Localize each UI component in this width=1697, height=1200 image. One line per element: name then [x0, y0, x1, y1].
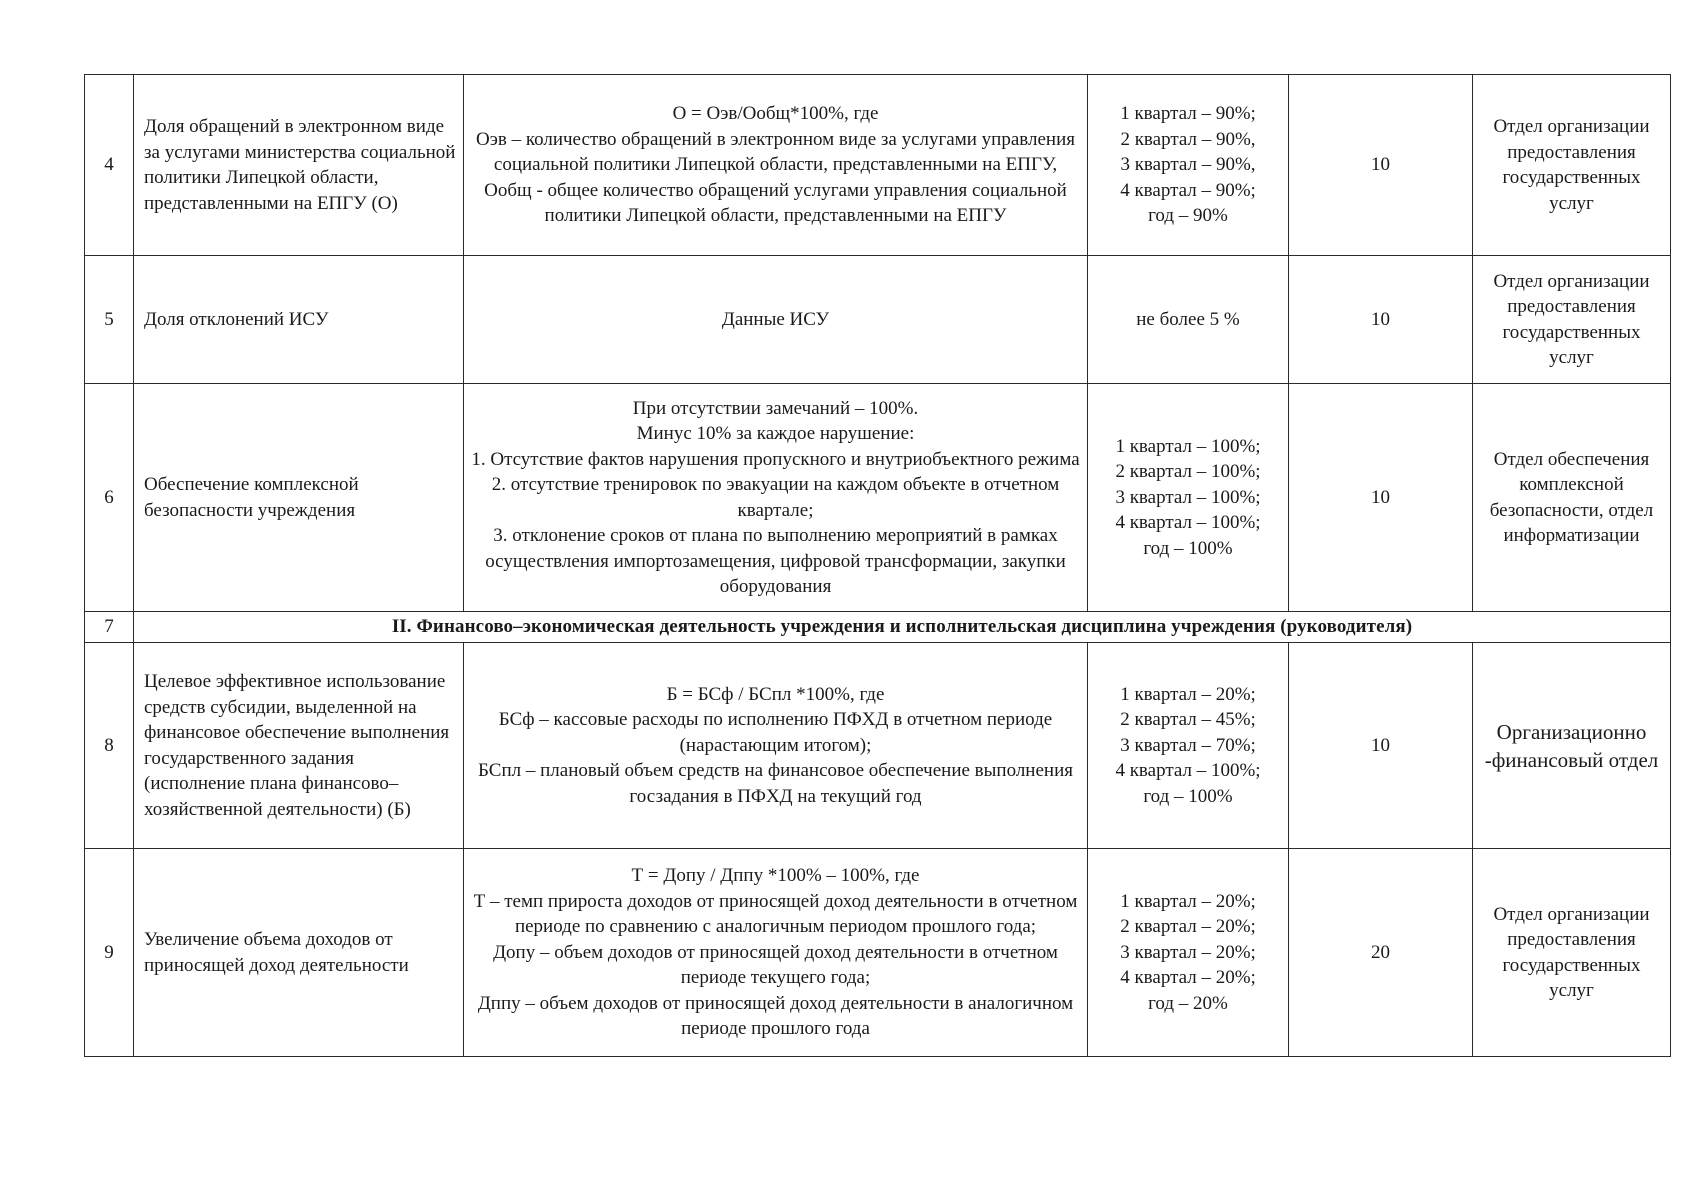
calculation-method	[464, 75, 1088, 256]
calculation-method	[464, 643, 1088, 849]
calculation-method	[464, 384, 1088, 612]
table-row	[85, 256, 1671, 384]
calculation-method	[464, 849, 1088, 1057]
indicator-name: Увеличение объема доходов от приносящей доход деятельности	[134, 849, 464, 1057]
row-number: 4	[85, 75, 134, 256]
weight-points: 20	[1289, 849, 1473, 1057]
indicator-name: Обеспечение комплексной безопасности учреждения	[134, 384, 464, 612]
indicators-table	[84, 74, 1671, 1057]
responsible-department: Отдел организации предоставления государственных услуг	[1473, 849, 1671, 1057]
target-line: 3 квартал – 90%,	[1120, 154, 1256, 176]
indicator-name: Целевое эффективное использование средств субсидии, выделенной на финансовое обеспечение выполнения государственного задания (исполнение плана финансово–хозяйственной деятельности) (Б)	[134, 643, 464, 849]
target-line: 4 квартал – 20%;	[1120, 967, 1256, 989]
row-number: 7	[85, 612, 134, 643]
target-line: не более 5 %	[1136, 308, 1240, 330]
method-line: Оэв – количество обращений в электронном виде за услугами управления социальной политики Липецкой области, представленными на ЕПГУ,	[475, 128, 1075, 176]
target-line: 1 квартал – 100%;	[1115, 435, 1261, 457]
method-line: Т – темп прироста доходов от приносящей доход деятельности в отчетном периоде по сравнению с аналогичным периодом прошлого года;	[473, 890, 1078, 938]
method-line: Данные ИСУ	[721, 308, 830, 330]
responsible-department: Отдел организации предоставления государственных услуг	[1473, 256, 1671, 384]
target-line: год – 100%	[1143, 785, 1233, 807]
method-line: Дппу – объем доходов от приносящей доход деятельности в аналогичном периоде прошлого года	[477, 992, 1074, 1040]
target-line: год – 20%	[1148, 992, 1228, 1014]
row-number: 9	[85, 849, 134, 1057]
table-row	[85, 75, 1671, 256]
method-line: О = Оэв/Ообщ*100%, где	[672, 103, 879, 125]
target-line: 4 квартал – 100%;	[1115, 760, 1261, 782]
target-line: 4 квартал – 100%;	[1115, 512, 1261, 534]
method-line: БСф – кассовые расходы по исполнению ПФХД в отчетном периоде (нарастающим итогом);	[498, 709, 1053, 756]
responsible-department: Отдел обеспечения комплексной безопасности, отдел информатизации	[1473, 384, 1671, 612]
target-line: 1 квартал – 20%;	[1120, 683, 1256, 705]
method-line: Допу – объем доходов от приносящей доход деятельности в отчетном периоде текущего года;	[493, 941, 1058, 989]
target-values	[1088, 849, 1289, 1057]
weight-points: 10	[1289, 643, 1473, 849]
target-line: 2 квартал – 20%;	[1120, 916, 1256, 938]
target-line: 1 квартал – 20%;	[1120, 890, 1256, 912]
method-line: Т = Допу / Дппу *100% – 100%, где	[631, 865, 920, 887]
table-row	[85, 384, 1671, 612]
weight-points: 10	[1289, 384, 1473, 612]
section-row	[85, 612, 1671, 643]
responsible-department: Отдел организации предоставления государственных услуг	[1473, 75, 1671, 256]
method-line: Минус 10% за каждое нарушение:	[636, 423, 915, 444]
target-line: год – 100%	[1143, 537, 1233, 559]
target-line: 3 квартал – 20%;	[1120, 941, 1256, 963]
indicator-name: Доля отклонений ИСУ	[134, 256, 464, 384]
weight-points: 10	[1289, 256, 1473, 384]
calculation-method	[464, 256, 1088, 384]
method-line: 1. Отсутствие фактов нарушения пропускного и внутриобъектного режима	[471, 448, 1080, 470]
table-row	[85, 643, 1671, 849]
method-line: Б = БСф / БСпл *100%, где	[666, 683, 885, 705]
row-number: 5	[85, 256, 134, 384]
row-number: 8	[85, 643, 134, 849]
target-line: 1 квартал – 90%;	[1120, 103, 1256, 125]
responsible-department: Организационно -финансовый отдел	[1473, 643, 1671, 849]
target-line: год – 90%	[1148, 205, 1228, 227]
target-line: 3 квартал – 100%;	[1115, 486, 1261, 508]
target-values	[1088, 256, 1289, 384]
target-line: 3 квартал – 70%;	[1120, 734, 1256, 756]
row-number: 6	[85, 384, 134, 612]
method-line: 2. отсутствие тренировок по эвакуации на каждом объекте в отчетном квартале;	[491, 474, 1060, 521]
table-row	[85, 849, 1671, 1057]
target-values	[1088, 643, 1289, 849]
target-values	[1088, 384, 1289, 612]
method-line: 3. отклонение сроков от плана по выполнению мероприятий в рамках осуществления импортозамещения, цифровой трансформации, закупки оборудования	[485, 525, 1066, 597]
target-line: 2 квартал – 100%;	[1115, 461, 1261, 483]
method-line: БСпл – плановый объем средств на финансовое обеспечение выполнения госзадания в ПФХД на текущий год	[478, 760, 1073, 807]
method-line: При отсутствии замечаний – 100%.	[632, 397, 919, 419]
indicator-name: Доля обращений в электронном виде за услугами министерства социальной политики Липецкой области, представленными на ЕПГУ (О)	[134, 75, 464, 256]
target-values	[1088, 75, 1289, 256]
target-line: 2 квартал – 90%,	[1120, 128, 1256, 150]
method-line: Ообщ - общее количество обращений услугами управления социальной политики Липецкой области, представленными на ЕПГУ	[484, 179, 1067, 227]
weight-points: 10	[1289, 75, 1473, 256]
target-line: 2 квартал – 45%;	[1120, 709, 1256, 731]
target-line: 4 квартал – 90%;	[1120, 179, 1256, 201]
section-title: II. Финансово–экономическая деятельность учреждения и исполнительская дисциплина учреждения (руководителя)	[134, 612, 1671, 643]
